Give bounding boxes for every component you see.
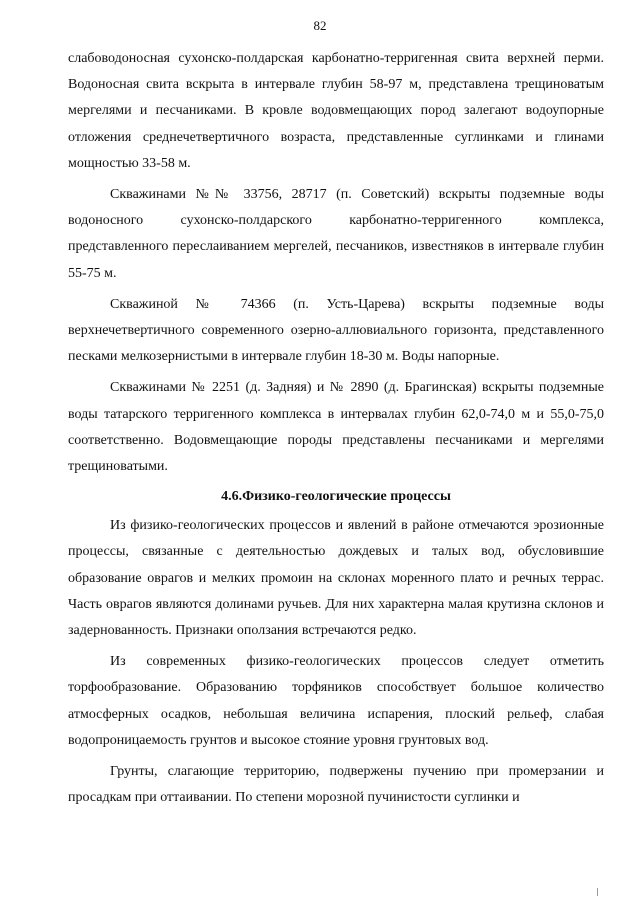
document-body: [68, 46, 604, 816]
section-heading: 4.6.Физико-геологические процессы: [221, 489, 451, 505]
paragraph-wells-sovetsky: Скважинами №№ 33756, 28717 (п. Советский) вскрыты подземные воды водоносного сухонско-полдарского карбонатно-терригенного комплекса, представленного переслаиванием мергелей, песчаников, известняков в интервале глубин 55-75 м.: [68, 187, 604, 281]
page-number: 82: [313, 18, 327, 33]
paragraph-peat-formation: Из современных физико-геологических процессов следует отметить торфообразование. Образованию торфяников способствует большое количество атмосферных осадков, небольшая величина испарения, плоский рельеф, слабая водопроницаемость грунтов и высокое стояние уровня грунтовых вод.: [68, 654, 604, 748]
scan-mark: [597, 888, 598, 896]
paragraph-frost-heaving: Грунты, слагающие территорию, подвержены пучению при промерзании и просадкам при оттаивании. По степени морозной пучинистости суглинки и: [68, 764, 604, 806]
paragraph-well-ust-tsareva: Скважиной № 74366 (п. Усть-Царева) вскрыты подземные воды верхнечетвертичного современного озерно-аллювиального горизонта, представленного песками мелкозернистыми в интервале глубин 18-30 м. Воды напорные.: [68, 296, 604, 365]
paragraph-erosion-processes: Из физико-геологических процессов и явлений в районе отмечаются эрозионные процессы, связанные с деятельностью дождевых и талых вод, обусловившие образование оврагов и мелких промоин на склонах моренного плато и речных террас. Часть оврагов являются долинами ручьев. Для них характерна малая крутизна склонов и задернованность. Признаки оползания встречаются редко.: [68, 518, 604, 639]
paragraph-wells-zadnyaya: Скважинами № 2251 (д. Задняя) и № 2890 (д. Брагинская) вскрыты подземные воды татарского терригенного комплекса в интервалах глубин 62,0-74,0 м и 55,0-75,0 соответственно. Водовмещающие породы представлены песчаниками и мергелями трещиноватыми.: [68, 380, 604, 475]
paragraph-aquifer-continuation: слабоводоносная сухонско-полдарская карбонатно-терригенная свита верхней перми. Водоносная свита вскрыта в интервале глубин 58-97 м, представлена трещиноватым мергелями и песчаниками. В кровле водовмещающих пород залегают водоупорные отложения среднечетвертичного возраста, представленные суглинками и глинами мощностью 33-58 м.: [68, 51, 604, 171]
